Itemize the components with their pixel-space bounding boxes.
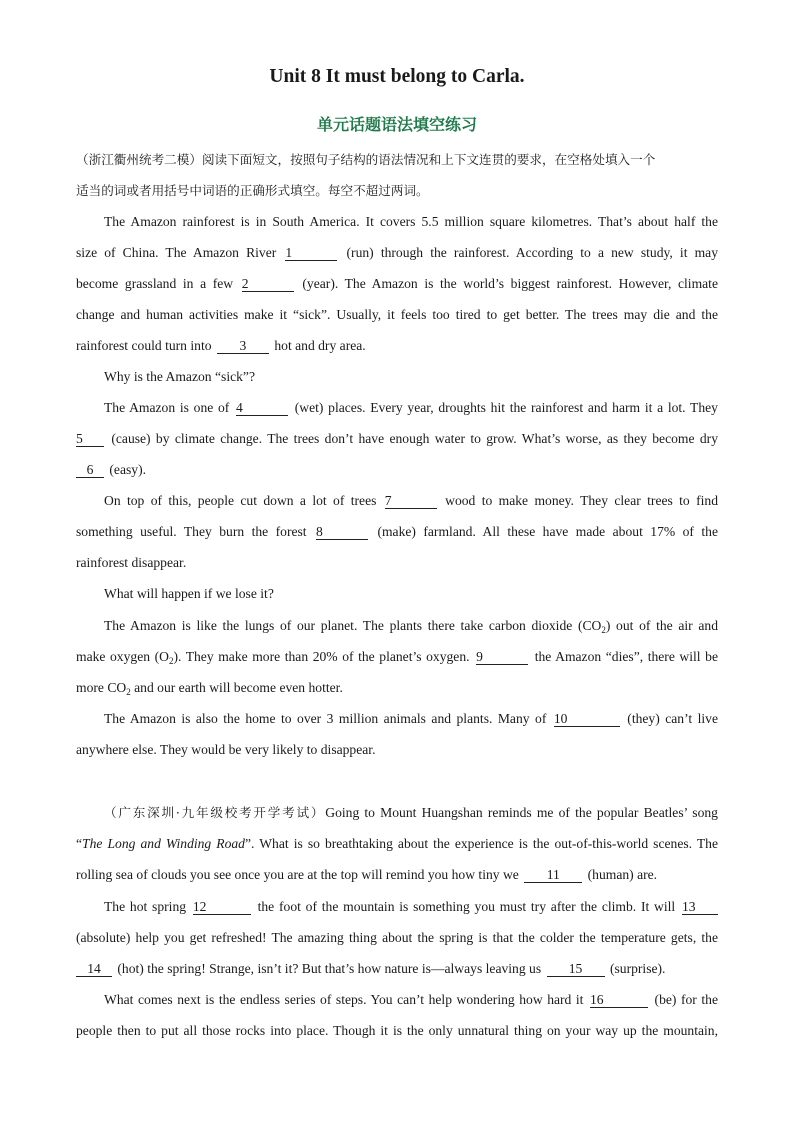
- blank-14[interactable]: 14: [76, 961, 112, 977]
- blank-16[interactable]: 16: [590, 992, 648, 1008]
- passage2-line-8: people then to put all those rocks into place. Though it is the only unnatural thing on your way up the mountain,: [76, 1023, 718, 1038]
- p2-line-1: The Amazon is one of 4 (wet) places. Every year, droughts hit the rainforest and harm it a lot. They: [104, 400, 718, 415]
- passage2-line-2: “The Long and Winding Road”. What is so breathtaking about the experience is the out-of-this-world scenes. The: [76, 836, 718, 851]
- p2-line-3: 6 (easy).: [76, 460, 718, 480]
- blank-10[interactable]: 10: [554, 711, 620, 727]
- passage1-instructions: 适当的词或者用括号中词语的正确形式填空。每空不超过两词。: [76, 183, 429, 198]
- blank-3[interactable]: 3: [217, 338, 269, 354]
- p5-line-2: anywhere else. They would be very likely to disappear.: [76, 742, 376, 757]
- blank-12[interactable]: 12: [193, 899, 251, 915]
- p5-line-1: The Amazon is also the home to over 3 million animals and plants. Many of 10 (they) can’t live: [104, 711, 718, 726]
- passage2-line-6: 14 (hot) the spring! Strange, isn’t it? But that’s how nature is—always leaving us 15 (surprise).: [76, 959, 718, 979]
- p4-line-1: The Amazon is like the lungs of our planet. The plants there take carbon dioxide $(CO_2)$ out of the air and: [104, 618, 718, 635]
- passage2-line-7: What comes next is the endless series of steps. You can’t help wondering how hard it 16 (be) for the: [104, 992, 718, 1007]
- passage2-line-4: The hot spring 12 the foot of the mountain is something you must try after the climb. It will 13: [76, 897, 718, 917]
- blank-1[interactable]: 1: [285, 245, 337, 261]
- blank-15[interactable]: 15: [547, 961, 605, 977]
- blank-11[interactable]: 11: [524, 867, 582, 883]
- song-title: The Long and Winding Road: [82, 836, 245, 851]
- passage2-source: （广东深圳·九年级校考开学考试）: [104, 805, 326, 820]
- p1-line-3: become grassland in a few 2 (year). The Amazon is the world’s biggest rainforest. However, climate: [76, 276, 718, 291]
- p2-line-2: 5 (cause) by climate change. The trees don’t have enough water to grow. What’s worse, as they become dry: [76, 431, 718, 446]
- p1-line-2: size of China. The Amazon River 1 (run) through the rainforest. According to a new study, it may: [76, 245, 719, 260]
- passage1-source: （浙江衢州统考二模）阅读下面短文，按照句子结构的语法情况和上下文连贯的要求，在空格处填入一个: [76, 152, 656, 167]
- blank-2[interactable]: 2: [242, 276, 294, 292]
- passage2-line-5: (absolute) help you get refreshed! The amazing thing about the spring is that the colder the temperature gets, the: [76, 930, 718, 945]
- heading-lose-it: What will happen if we lose it?: [104, 586, 274, 601]
- page-title: Unit 8 It must belong to Carla.: [269, 66, 525, 87]
- p1-line-4: change and human activities make it “sick”. Usually, it feels too tired to get better. The trees may die and the: [76, 307, 718, 322]
- blank-4[interactable]: 4: [236, 400, 288, 416]
- blank-5[interactable]: 5: [76, 431, 104, 447]
- blank-6[interactable]: 6: [76, 462, 104, 478]
- blank-8[interactable]: 8: [316, 524, 368, 540]
- passage2-line-3: rolling sea of clouds you see once you are at the top will remind you how tiny we 11 (human) are.: [76, 867, 658, 882]
- blank-9[interactable]: 9: [476, 649, 528, 665]
- page-subtitle: 单元话题语法填空练习: [316, 115, 477, 134]
- blank-7[interactable]: 7: [385, 493, 437, 509]
- p4-line-3: more $CO_2$ and our earth will become even hotter.: [76, 680, 343, 697]
- p4-line-2: make oxygen $(O_2)$. They make more than 20% of the planet’s oxygen. 9 the Amazon “dies”, there will be: [76, 649, 718, 666]
- p1-line-1: The Amazon rainforest is in South America. It covers 5.5 million square kilometres. That’s about half the: [104, 214, 718, 229]
- p3-line-2: something useful. They burn the forest 8 (make) farmland. All these have made about 17% of the: [76, 524, 718, 539]
- p3-line-3: rainforest disappear.: [76, 555, 187, 570]
- blank-13[interactable]: 13: [682, 899, 718, 915]
- heading-why-sick: Why is the Amazon “sick”?: [104, 369, 255, 384]
- p1-line-5: rainforest could turn into 3 hot and dry area.: [76, 338, 366, 353]
- p3-line-1: On top of this, people cut down a lot of trees 7 wood to make money. They clear trees to find: [104, 493, 718, 508]
- passage2-line-1: （广东深圳·九年级校考开学考试）Going to Mount Huangshan reminds me of the popular Beatles’ song: [104, 805, 718, 820]
